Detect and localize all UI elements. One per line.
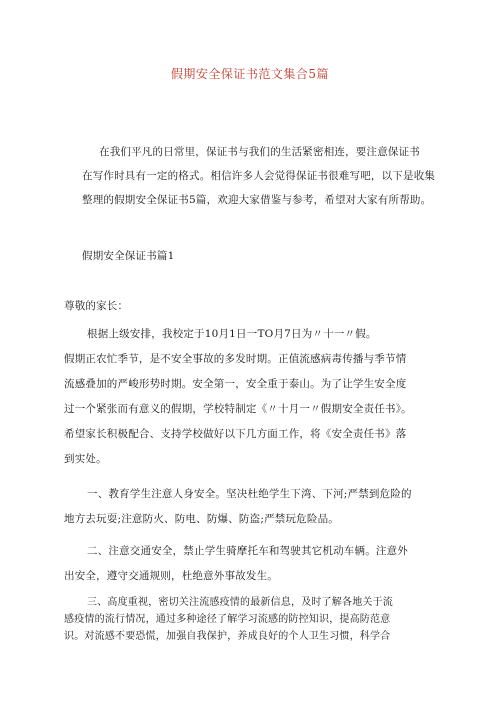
body-line: 希望家长积极配合、支持学校做好以下几方面工作，将《安全责任书》落 bbox=[64, 428, 407, 440]
body-line: 流感叠加的严峻形势时期。安全第一，安全重于泰山。为了让学生安全度 bbox=[64, 378, 407, 390]
list-item-3 bbox=[64, 594, 393, 645]
item-line: 一、教育学生注意人身安全。坚决杜绝学生下湾、下河;严禁到危险的 bbox=[87, 488, 412, 500]
item-line: 二、注意交通安全，禁止学生骑摩托车和驾驶其它机动车辆。注意外 bbox=[87, 545, 408, 557]
list-item-2 bbox=[64, 539, 408, 589]
item-line: 识。对流感不要恐慌，加强自我保护，养成良好的个人卫生习惯，科学合 bbox=[64, 631, 391, 642]
body-line: 到实处。 bbox=[64, 453, 107, 465]
intro-paragraph bbox=[82, 140, 435, 212]
intro-line: 整理的假期安全保证书5篇，欢迎大家借鉴与参考，希望对大家有所帮助。 bbox=[82, 194, 432, 206]
body-line: 过一个紧张而有意义的假期，学校特制定《〃十月一〃假期安全责任书》。 bbox=[64, 403, 412, 415]
document-title: 假期安全保证书范文集合5篇 bbox=[170, 67, 330, 81]
item-line: 出安全，遵守交通规则，杜绝意外事故发生。 bbox=[64, 570, 278, 582]
item-line: 三、高度重视，密切关注流感疫情的最新信息，及时了解各地关于流 bbox=[87, 597, 393, 608]
body-line: 根据上级安排，我校定于10月1日一TO月7日为〃十一〃假。 bbox=[87, 328, 377, 340]
body-line: 假期正农忙季节，是不安全事故的多发时期。正值流感病毒传播与季节情 bbox=[64, 353, 407, 365]
intro-line: 在我们平凡的日常里，保证书与我们的生活紧密相连，要注意保证书 bbox=[99, 146, 420, 158]
body-paragraph bbox=[64, 322, 412, 472]
item-line: 感疫情的流行情况，通过多种途径了解学习流感的防控知识，提高防范意 bbox=[64, 614, 391, 625]
item-line: 地方去玩耍;注意防火、防电、防爆、防盗;严禁玩危险品。 bbox=[64, 513, 339, 525]
list-item-1 bbox=[64, 482, 412, 532]
section-title: 假期安全保证书篇1 bbox=[82, 250, 175, 262]
greeting: 尊敬的家长： bbox=[64, 300, 129, 312]
intro-line: 在写作时具有一定的格式。相信许多人会觉得保证书很难写吧，以下是收集 bbox=[82, 170, 436, 182]
